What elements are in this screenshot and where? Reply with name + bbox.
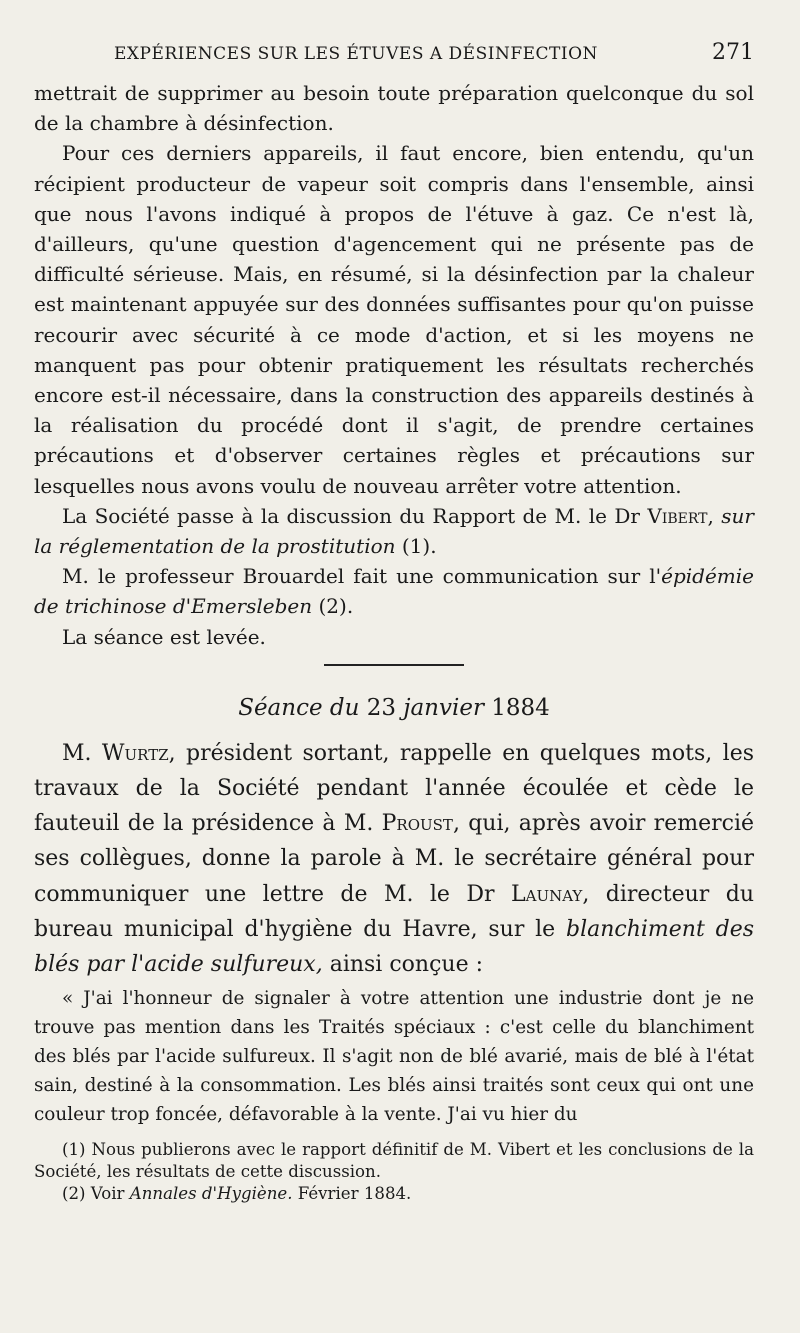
name-vibert: Vibert [647,503,708,528]
section-divider [324,664,464,666]
seance-month: janvier [396,694,492,721]
s-italic-subject: blanchiment des blés par l'acide sulfureux, [34,916,754,978]
paragraph-steam-apparatus: Pour ces derniers appareils, il faut encore, bien entendu, qu'un récipient producteur de vapeur soit compris dans l'ensemble, ainsi que nous l'avons indiqué à propos de l'étuve à gaz. Ce n'est là, d'ailleurs, qu'une question d'agencement qui ne présente pas de difficulté sérieuse. Mais, en résumé, si la désinfection par la chaleur est maintenant appuyée sur des données suffisantes pour qu'on puisse recourir avec sécurité à ce mode d'action, et si les moyens ne manquent pas pour obtenir pratiquement les résultats recherchés encore est-il nécessaire, dans la construction des appareils destinés à la réalisation du procédé dont il s'agit, de prendre certaines précautions et d'observer certaines règles et précautions sur lesquelles nous avons voulu de nouveau arrêter votre attention. [34,141,754,498]
name-proust: Proust [381,811,453,837]
paragraph-wurtz [34,736,754,982]
f2-before: (2) Voir [62,1184,130,1204]
name-launay: Launay [511,881,583,907]
s5: ainsi conçue : [322,952,483,978]
page-number: 271 [712,40,754,65]
seance-heading [34,692,754,724]
p3-before: La Société passe à la discussion du Rapport de M. le Dr [62,503,648,528]
p3-after: (1). [395,534,437,559]
paragraph-vibert-report [34,501,754,561]
s3: , qui, après avoir remercié ses collègues, donne la parole à M. le secrétaire général pour communiquer une lettre de M. le Dr [34,811,754,907]
seance-title-before: Séance du [238,694,367,721]
paragraph-continuation: mettrait de supprimer au besoin toute préparation quelconque du sol de la chambre à désinfection. [34,81,754,136]
paragraph-brouardel [34,561,754,621]
s1: M. [62,740,102,766]
f2-italic: Annales d'Hygiène. [129,1184,293,1204]
footnotes [34,1139,754,1205]
page-header [34,40,754,72]
p4-after: (2). [312,594,354,619]
s4: , directeur du bureau municipal d'hygiène du Havre, sur le [34,881,754,942]
p4-italic-title: épidémie de trichinose d'Emersleben [34,564,754,619]
p4-before: M. le professeur Brouardel fait une communication sur l' [62,564,662,589]
seance-year: 1884 [491,694,550,721]
page-body [34,78,754,1205]
running-title: EXPÉRIENCES SUR LES ÉTUVES A DÉSINFECTION [114,44,598,64]
p3-italic-title: sur la réglementation de la prostitution [34,503,754,559]
quote-text: « J'ai l'honneur de signaler à votre attention une industrie dont je ne trouve pas mention dans les Traités spéciaux : c'est celle du blanchiment des blés par l'acide sulfureux. Il s'agit non de blé avarié, mais de blé à l'état sain, destiné à la consommation. Les blés ainsi traités sont ceux qui ont une couleur trop foncée, défavorable à la vente. J'ai vu hier du [34,988,754,1126]
seance-day: 23 [366,694,397,721]
f2-after: Février 1884. [292,1184,412,1204]
s2: , président sortant, rappelle en quelques mots, les travaux de la Société pendant l'année écoulée et cède le fauteuil de la présidence à M. [34,740,755,837]
paragraph-seance-levee: La séance est levée. [62,624,266,649]
quoted-letter [34,984,754,1129]
footnote-2 [34,1183,754,1205]
name-wurtz: Wurtz [101,740,169,766]
p3-middle: , [707,503,722,528]
footnote-1: (1) Nous publierons avec le rapport définitif de M. Vibert et les conclusions de la Société, les résultats de cette discussion. [34,1140,754,1182]
